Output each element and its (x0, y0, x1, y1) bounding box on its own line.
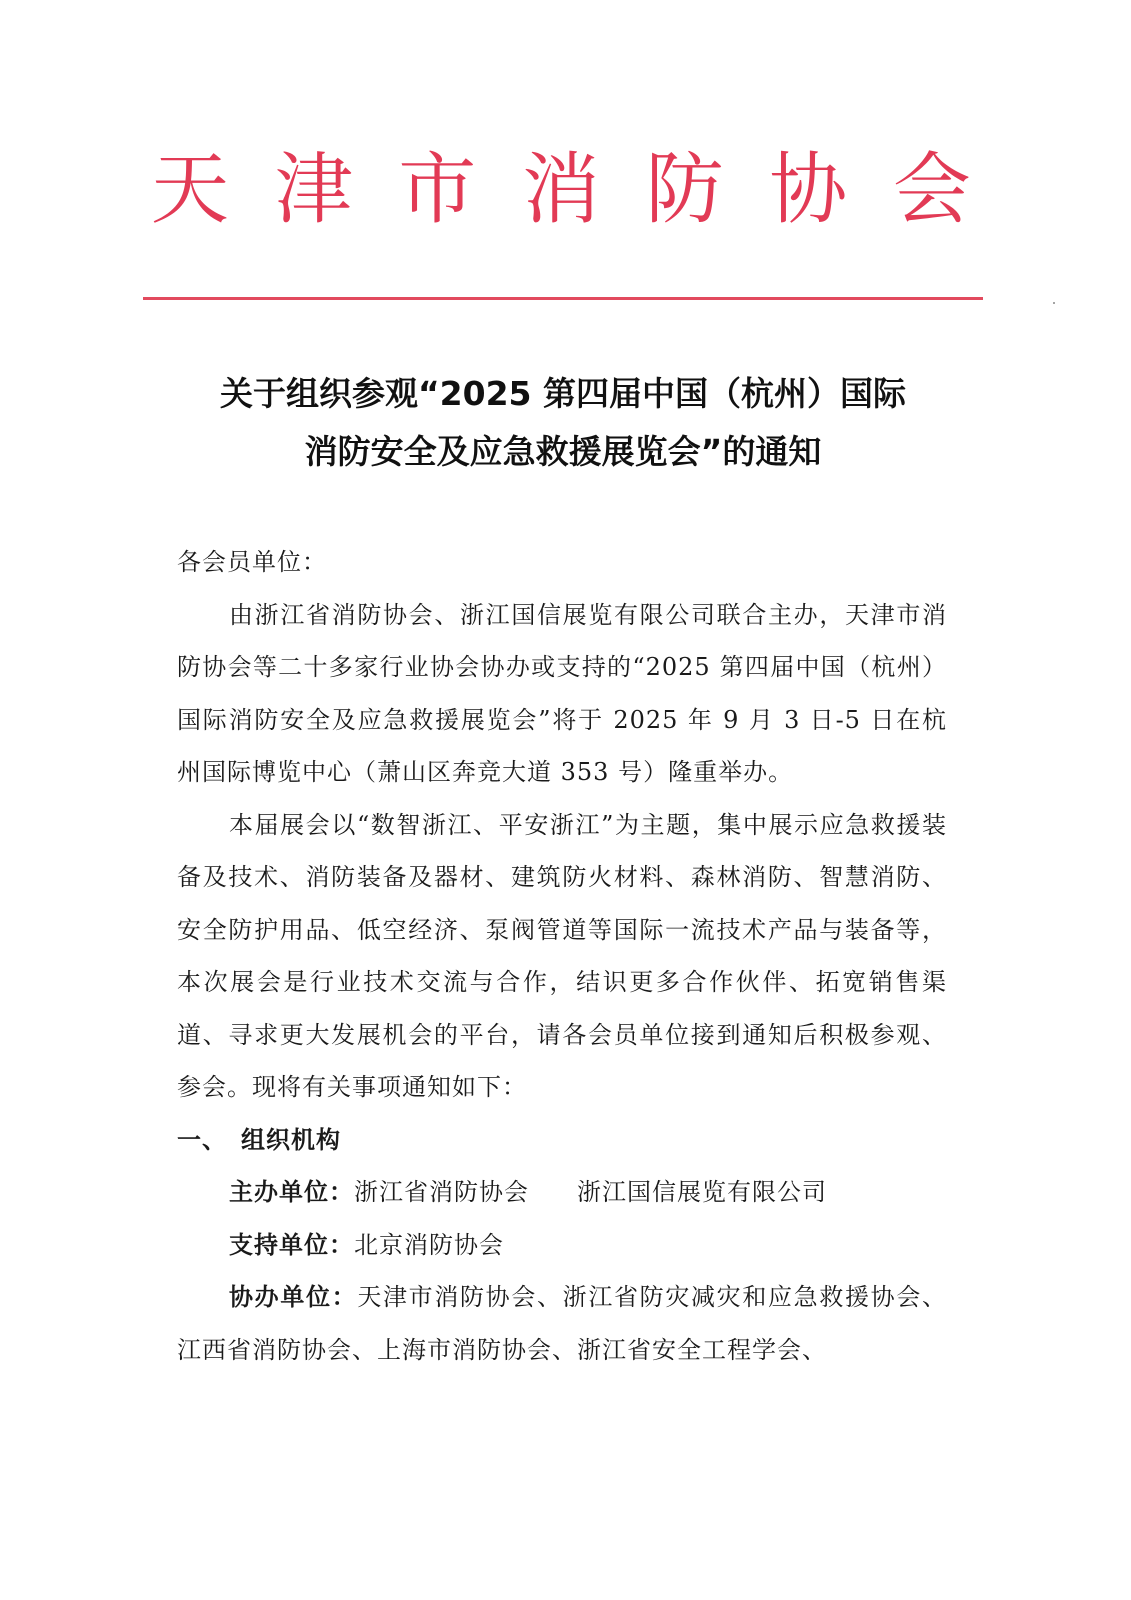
co-organizers-label: 协办单位： (229, 1283, 358, 1311)
salutation: 各会员单位： (177, 548, 327, 576)
section-number: 一、 (177, 1125, 227, 1154)
document-body (177, 536, 947, 1376)
document-title (140, 365, 986, 481)
supporters-label: 支持单位： (229, 1230, 354, 1259)
organizers-line (177, 1166, 947, 1219)
paragraph-2: 本届展会以“数智浙江、平安浙江”为主题，集中展示应急救援装备及技术、消防装备及器材、建筑防火材料、森林消防、智慧消防、安全防护用品、低空经济、泵阀管道等国际一流技术产品与装备等，本次展会是行业技术交流与合作，结识更多合作伙伴、拓宽销售渠道、寻求更大发展机会的平台，请各会员单位接到通知后积极参观、参会。现将有关事项通知如下： (177, 810, 947, 1101)
letterhead-char: 天 (150, 145, 229, 235)
organizers-value-2: 浙江国信展览有限公司 (577, 1178, 827, 1206)
org-letterhead (140, 140, 982, 240)
organizers-value-1: 浙江省消防协会 (354, 1178, 529, 1206)
letterhead-char: 消 (521, 145, 600, 235)
co-organizers-value: 天津市消防协会、浙江省防灾减灾和应急救援协会、江西省消防协会、上海市消防协会、浙江省安全工程学会、 (177, 1283, 948, 1364)
letterhead-char: 津 (274, 145, 353, 235)
organizers-label: 主办单位： (229, 1178, 354, 1206)
supporters-line (177, 1219, 947, 1272)
co-organizers-line (177, 1271, 947, 1376)
section-title: 组织机构 (241, 1125, 341, 1154)
letterhead-divider (143, 297, 983, 300)
letterhead-char: 防 (645, 145, 724, 235)
letterhead-char: 协 (769, 145, 848, 235)
letterhead-char: 市 (398, 145, 477, 235)
section-heading-1 (177, 1114, 947, 1167)
supporters-value: 北京消防协会 (354, 1230, 504, 1259)
scan-speck (1053, 302, 1055, 304)
title-line-1: 关于组织参观“2025 第四届中国（杭州）国际 (219, 374, 907, 413)
title-line-2: 消防安全及应急救援展览会”的通知 (304, 432, 822, 471)
letterhead-char: 会 (892, 145, 971, 235)
paragraph-1: 由浙江省消防协会、浙江国信展览有限公司联合主办，天津市消防协会等二十多家行业协会协办或支持的“2025 第四届中国（杭州）国际消防安全及应急救援展览会”将于 2025 年 9 月 3 日-5 日在杭州国际博览中心（萧山区奔竞大道 353 号）隆重举办。 (177, 600, 947, 786)
